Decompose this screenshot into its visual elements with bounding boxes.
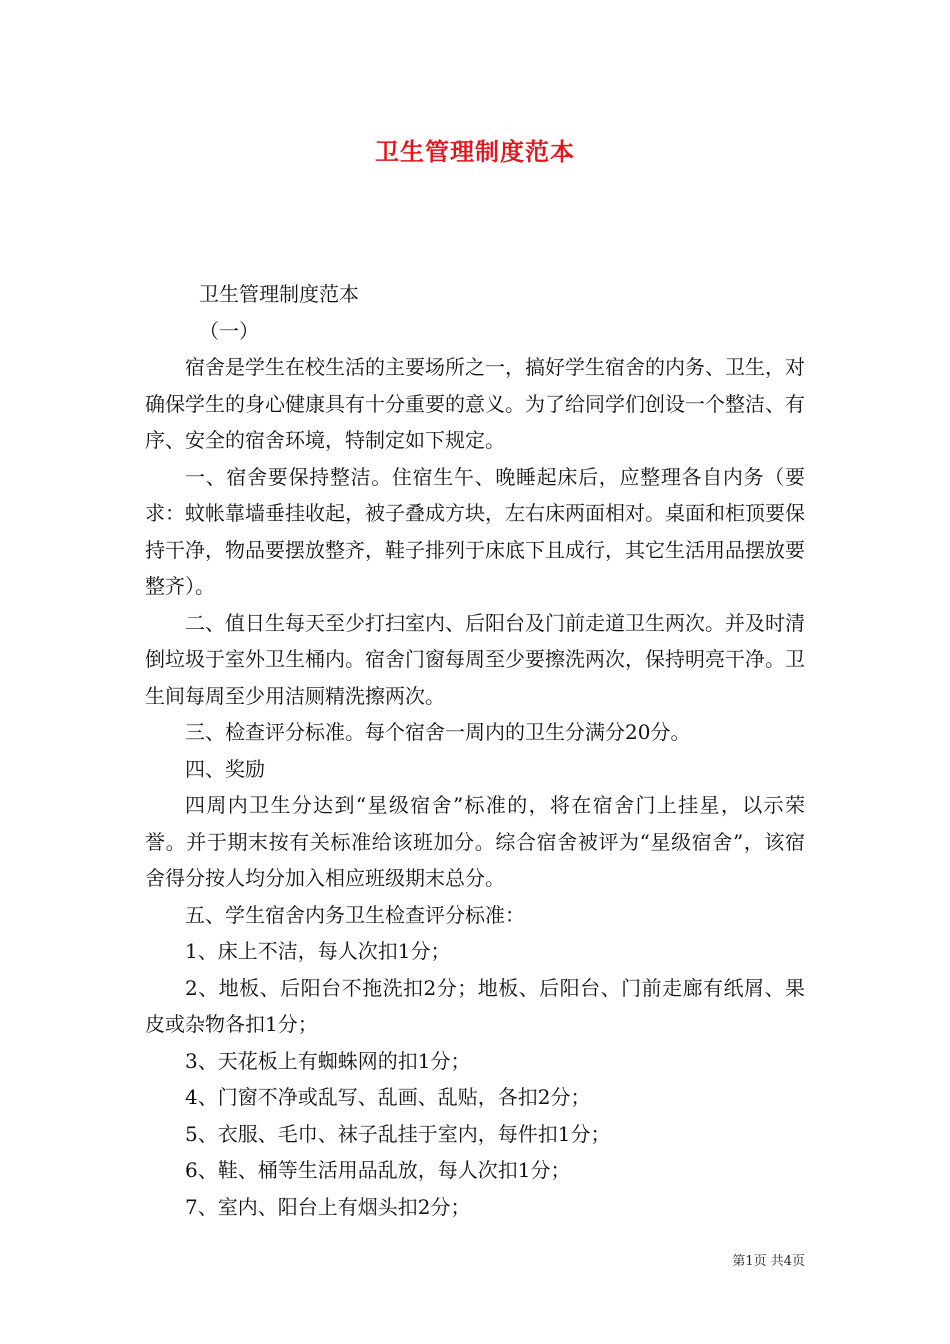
list-item: 6、鞋、桶等生活用品乱放，每人次扣1分； [185, 1158, 571, 1182]
paragraph-rule-1: 一、宿舍要保持整洁。住宿生午、晚睡起床后，应整理各自内务（要求：蚊帐靠墙垂挂收起，被子叠成方块，左右床两面相对。桌面和柜顶要保持干净，物品要摆放整齐，鞋子排列于床底下且成行，其它生活用品摆放要整齐）。 [145, 464, 805, 598]
page-number: 第1页 共4页 [732, 1254, 805, 1269]
list-item: 3、天花板上有蜘蛛网的扣1分； [185, 1048, 471, 1073]
list-item: 4、门窗不净或乱写、乱画、乱贴，各扣2分； [185, 1085, 591, 1109]
paragraph-rule-2: 二、值日生每天至少打扫室内、后阳台及门前走道卫生两次。并及时清倒垃圾于室外卫生桶内。宿舍门窗每周至少要擦洗两次，保持明亮干净。卫生间每周至少用洁厕精洗擦两次。 [145, 610, 805, 708]
paragraph-reward: 四周内卫生分达到“星级宿舍”标准的，将在宿舍门上挂星，以示荣誉。并于期末按有关标准给该班加分。综合宿舍被评为“星级宿舍”，该宿舍得分按人均分加入相应班级期末总分。 [145, 793, 805, 890]
document-body [145, 276, 805, 1225]
list-item: 1、床上不洁，每人次扣1分； [185, 939, 451, 963]
list-item: 7、室内、阳台上有烟头扣2分； [185, 1194, 471, 1219]
list-item: 2、地板、后阳台不拖洗扣2分；地板、后阳台、门前走廊有纸屑、果皮或杂物各扣1分； [145, 975, 805, 1036]
list-item: 5、衣服、毛巾、袜子乱挂于室内，每件扣1分； [185, 1121, 611, 1146]
section-marker: （一） [199, 318, 259, 343]
document-title: 卫生管理制度范本 [375, 137, 575, 166]
paragraph-rule-4: 四、奖励 [185, 756, 265, 781]
paragraph-intro: 宿舍是学生在校生活的主要场所之一，搞好学生宿舍的内务、卫生，对确保学生的身心健康具有十分重要的意义。为了给同学们创设一个整洁、有序、安全的宿舍环境，特制定如下规定。 [145, 355, 805, 452]
paragraph-rule-5: 五、学生宿舍内务卫生检查评分标准： [185, 902, 525, 927]
document-subtitle: 卫生管理制度范本 [199, 282, 359, 306]
paragraph-rule-3: 三、检查评分标准。每个宿舍一周内的卫生分满分20分。 [185, 720, 691, 744]
